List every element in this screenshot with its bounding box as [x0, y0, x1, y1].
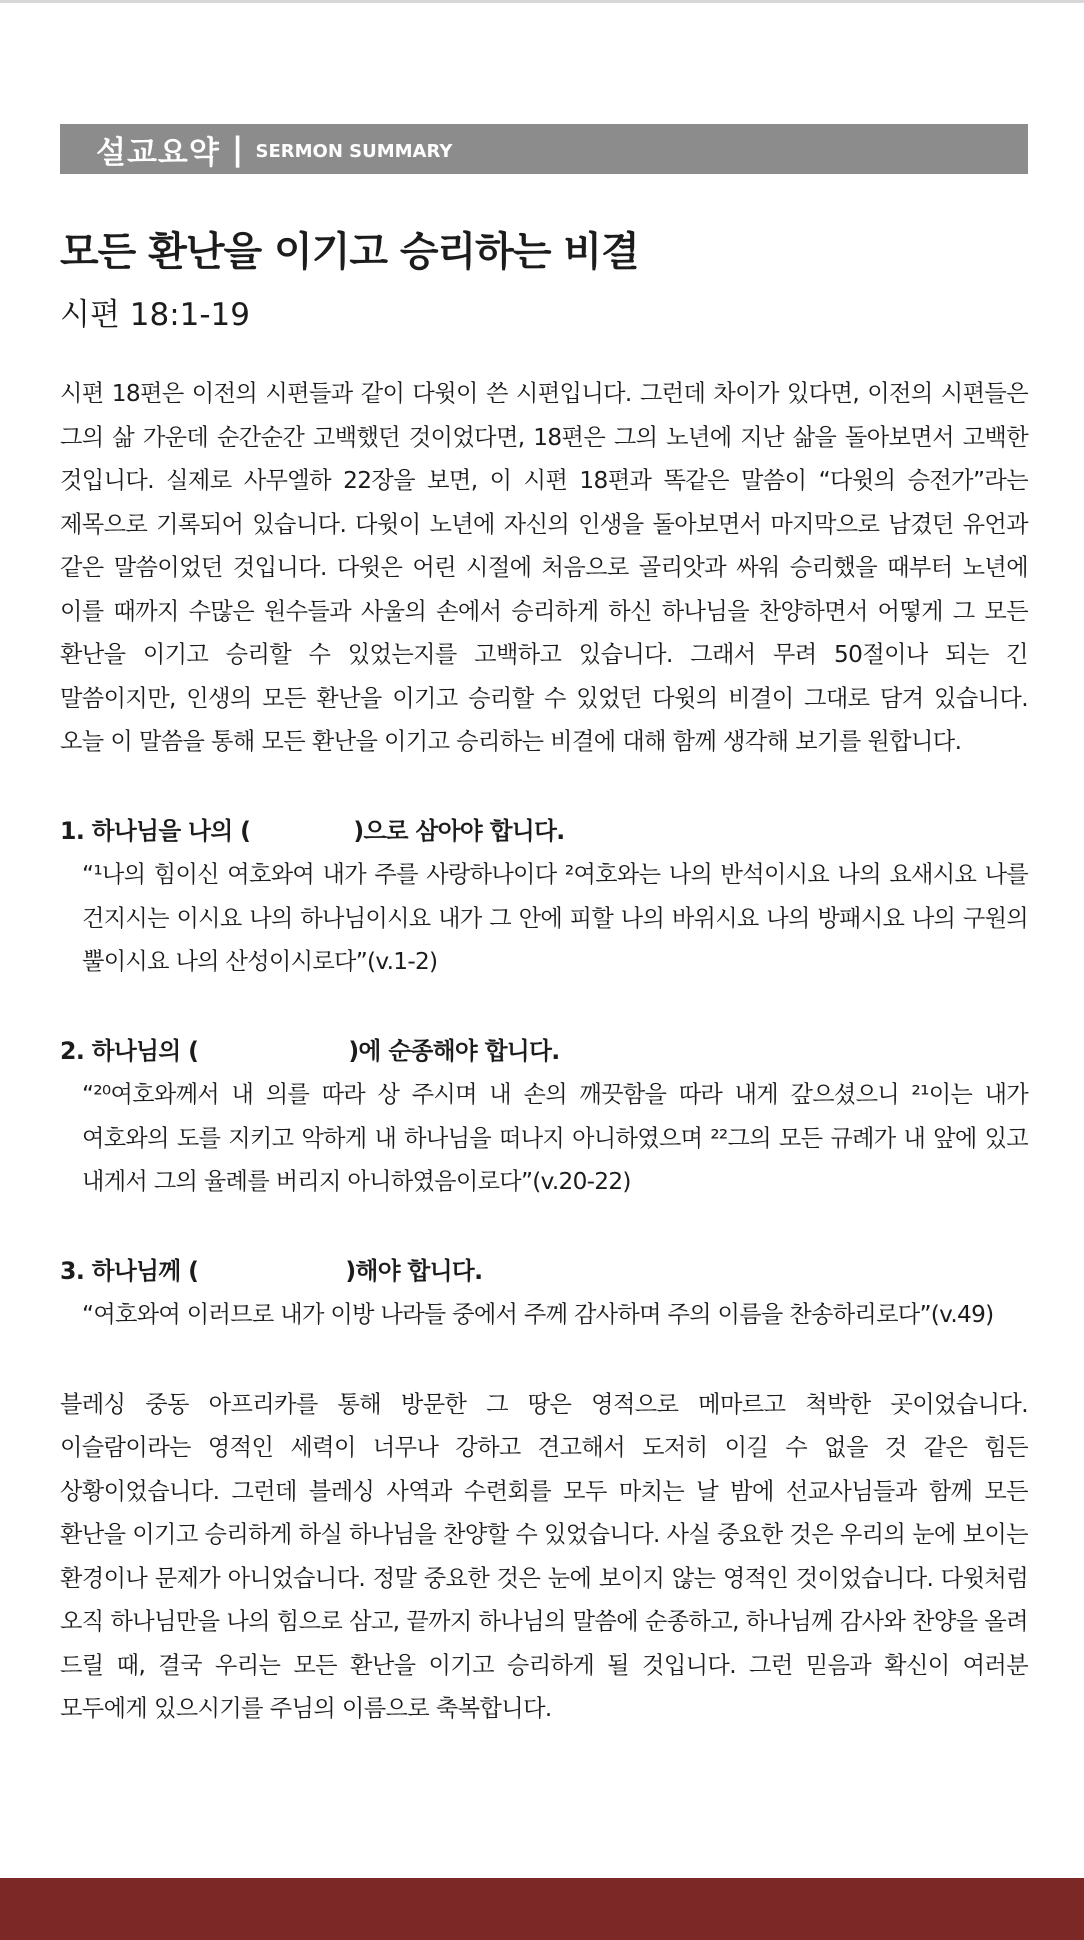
section-header-korean: 설교요약	[96, 134, 220, 171]
point-3-heading	[60, 1250, 1028, 1294]
point-2-heading-before: 2. 하나님의 (	[60, 1036, 199, 1065]
point-1	[60, 810, 1028, 984]
point-1-heading	[60, 810, 1028, 854]
point-3-heading-after: )해야 합니다.	[345, 1256, 483, 1285]
intro-paragraph: 시편 18편은 이전의 시편들과 같이 다윗이 쓴 시편입니다. 그런데 차이가 있다면, 이전의 시편들은 그의 삶 가운데 순간순간 고백했던 것이었다면, 18편은 그의 노년에 지난 삶을 돌아보면서 고백한 것입니다. 실제로 사무엘하 22장을 보면, 이 시편 18편과 똑같은 말씀이 “다윗의 승전가”라는 제목으로 기록되어 있습니다. 다윗이 노년에 자신의 인생을 돌아보면서 마지막으로 남겼던 유언과 같은 말씀이었던 것입니다. 다윗은 어린 시절에 처음으로 골리앗과 싸워 승리했을 때부터 노년에 이를 때까지 수많은 원수들과 사울의 손에서 승리하게 하신 하나님을 찬양하면서 어떻게 그 모든 환난을 이기고 승리할 수 있었는지를 고백하고 있습니다. 그래서 무려 50절이나 되는 긴 말씀이지만, 인생의 모든 환난을 이기고 승리할 수 있었던 다윗의 비결이 그대로 담겨 있습니다. 오늘 이 말씀을 통해 모든 환난을 이기고 승리하는 비결에 대해 함께 생각해 보기를 원합니다.	[60, 380, 1028, 755]
section-header-separator: |	[231, 130, 244, 168]
point-2-heading-after: )에 순종해야 합니다.	[348, 1036, 560, 1065]
point-1-verse: “¹나의 힘이신 여호와여 내가 주를 사랑하나이다 ²여호와는 나의 반석이시요 나의 요새시요 나를 건지시는 이시요 나의 하나님이시요 내가 그 안에 피할 나의 바위시요 나의 방패시요 나의 구원의 뿔이시요 나의 산성이시로다”(v.1-2)	[82, 861, 1028, 975]
point-1-heading-before: 1. 하나님을 나의 (	[60, 816, 251, 845]
point-3	[60, 1250, 1028, 1337]
point-3-heading-before: 3. 하나님께 (	[60, 1256, 199, 1285]
point-3-verse: “여호와여 이러므로 내가 이방 나라들 중에서 주께 감사하며 주의 이름을 찬송하리로다”(v.49)	[82, 1301, 994, 1328]
footer-bar	[0, 1878, 1084, 1940]
sermon-content	[60, 218, 1028, 1731]
section-header-bar	[60, 124, 1028, 174]
point-1-heading-after: )으로 삼아야 합니다.	[353, 816, 565, 845]
closing-paragraph: 블레싱 중동 아프리카를 통해 방문한 그 땅은 영적으로 메마르고 척박한 곳이었습니다. 이슬람이라는 영적인 세력이 너무나 강하고 견고해서 도저히 이길 수 없을 것 같은 힘든 상황이었습니다. 그런데 블레싱 사역과 수련회를 모두 마치는 날 밤에 선교사님들과 함께 모든 환난을 이기고 승리하게 하실 하나님을 찬양할 수 있었습니다. 사실 중요한 것은 우리의 눈에 보이는 환경이나 문제가 아니었습니다. 정말 중요한 것은 눈에 보이지 않는 영적인 것이었습니다. 다윗처럼 오직 하나님만을 나의 힘으로 삼고, 끝까지 하나님의 말씀에 순종하고, 하나님께 감사와 찬양을 올려 드릴 때, 결국 우리는 모든 환난을 이기고 승리하게 될 것입니다. 그런 믿음과 확신이 여러분 모두에게 있으시기를 주님의 이름으로 축복합니다.	[60, 1390, 1028, 1722]
point-2	[60, 1030, 1028, 1204]
point-2-verse: “²⁰여호와께서 내 의를 따라 상 주시며 내 손의 깨끗함을 따라 내게 갚으셨으니 ²¹이는 내가 여호와의 도를 지키고 악하게 내 하나님을 떠나지 아니하였으며 ²²그의 모든 규례가 내 앞에 있고 내게서 그의 율례를 버리지 아니하였음이로다”(v.20-22)	[82, 1081, 1028, 1195]
sermon-title: 모든 환난을 이기고 승리하는 비결	[60, 229, 639, 275]
scripture-reference: 시편 18:1-19	[60, 297, 250, 333]
section-header-english: SERMON SUMMARY	[255, 140, 453, 162]
point-2-heading	[60, 1030, 1028, 1074]
top-divider	[0, 0, 1084, 3]
